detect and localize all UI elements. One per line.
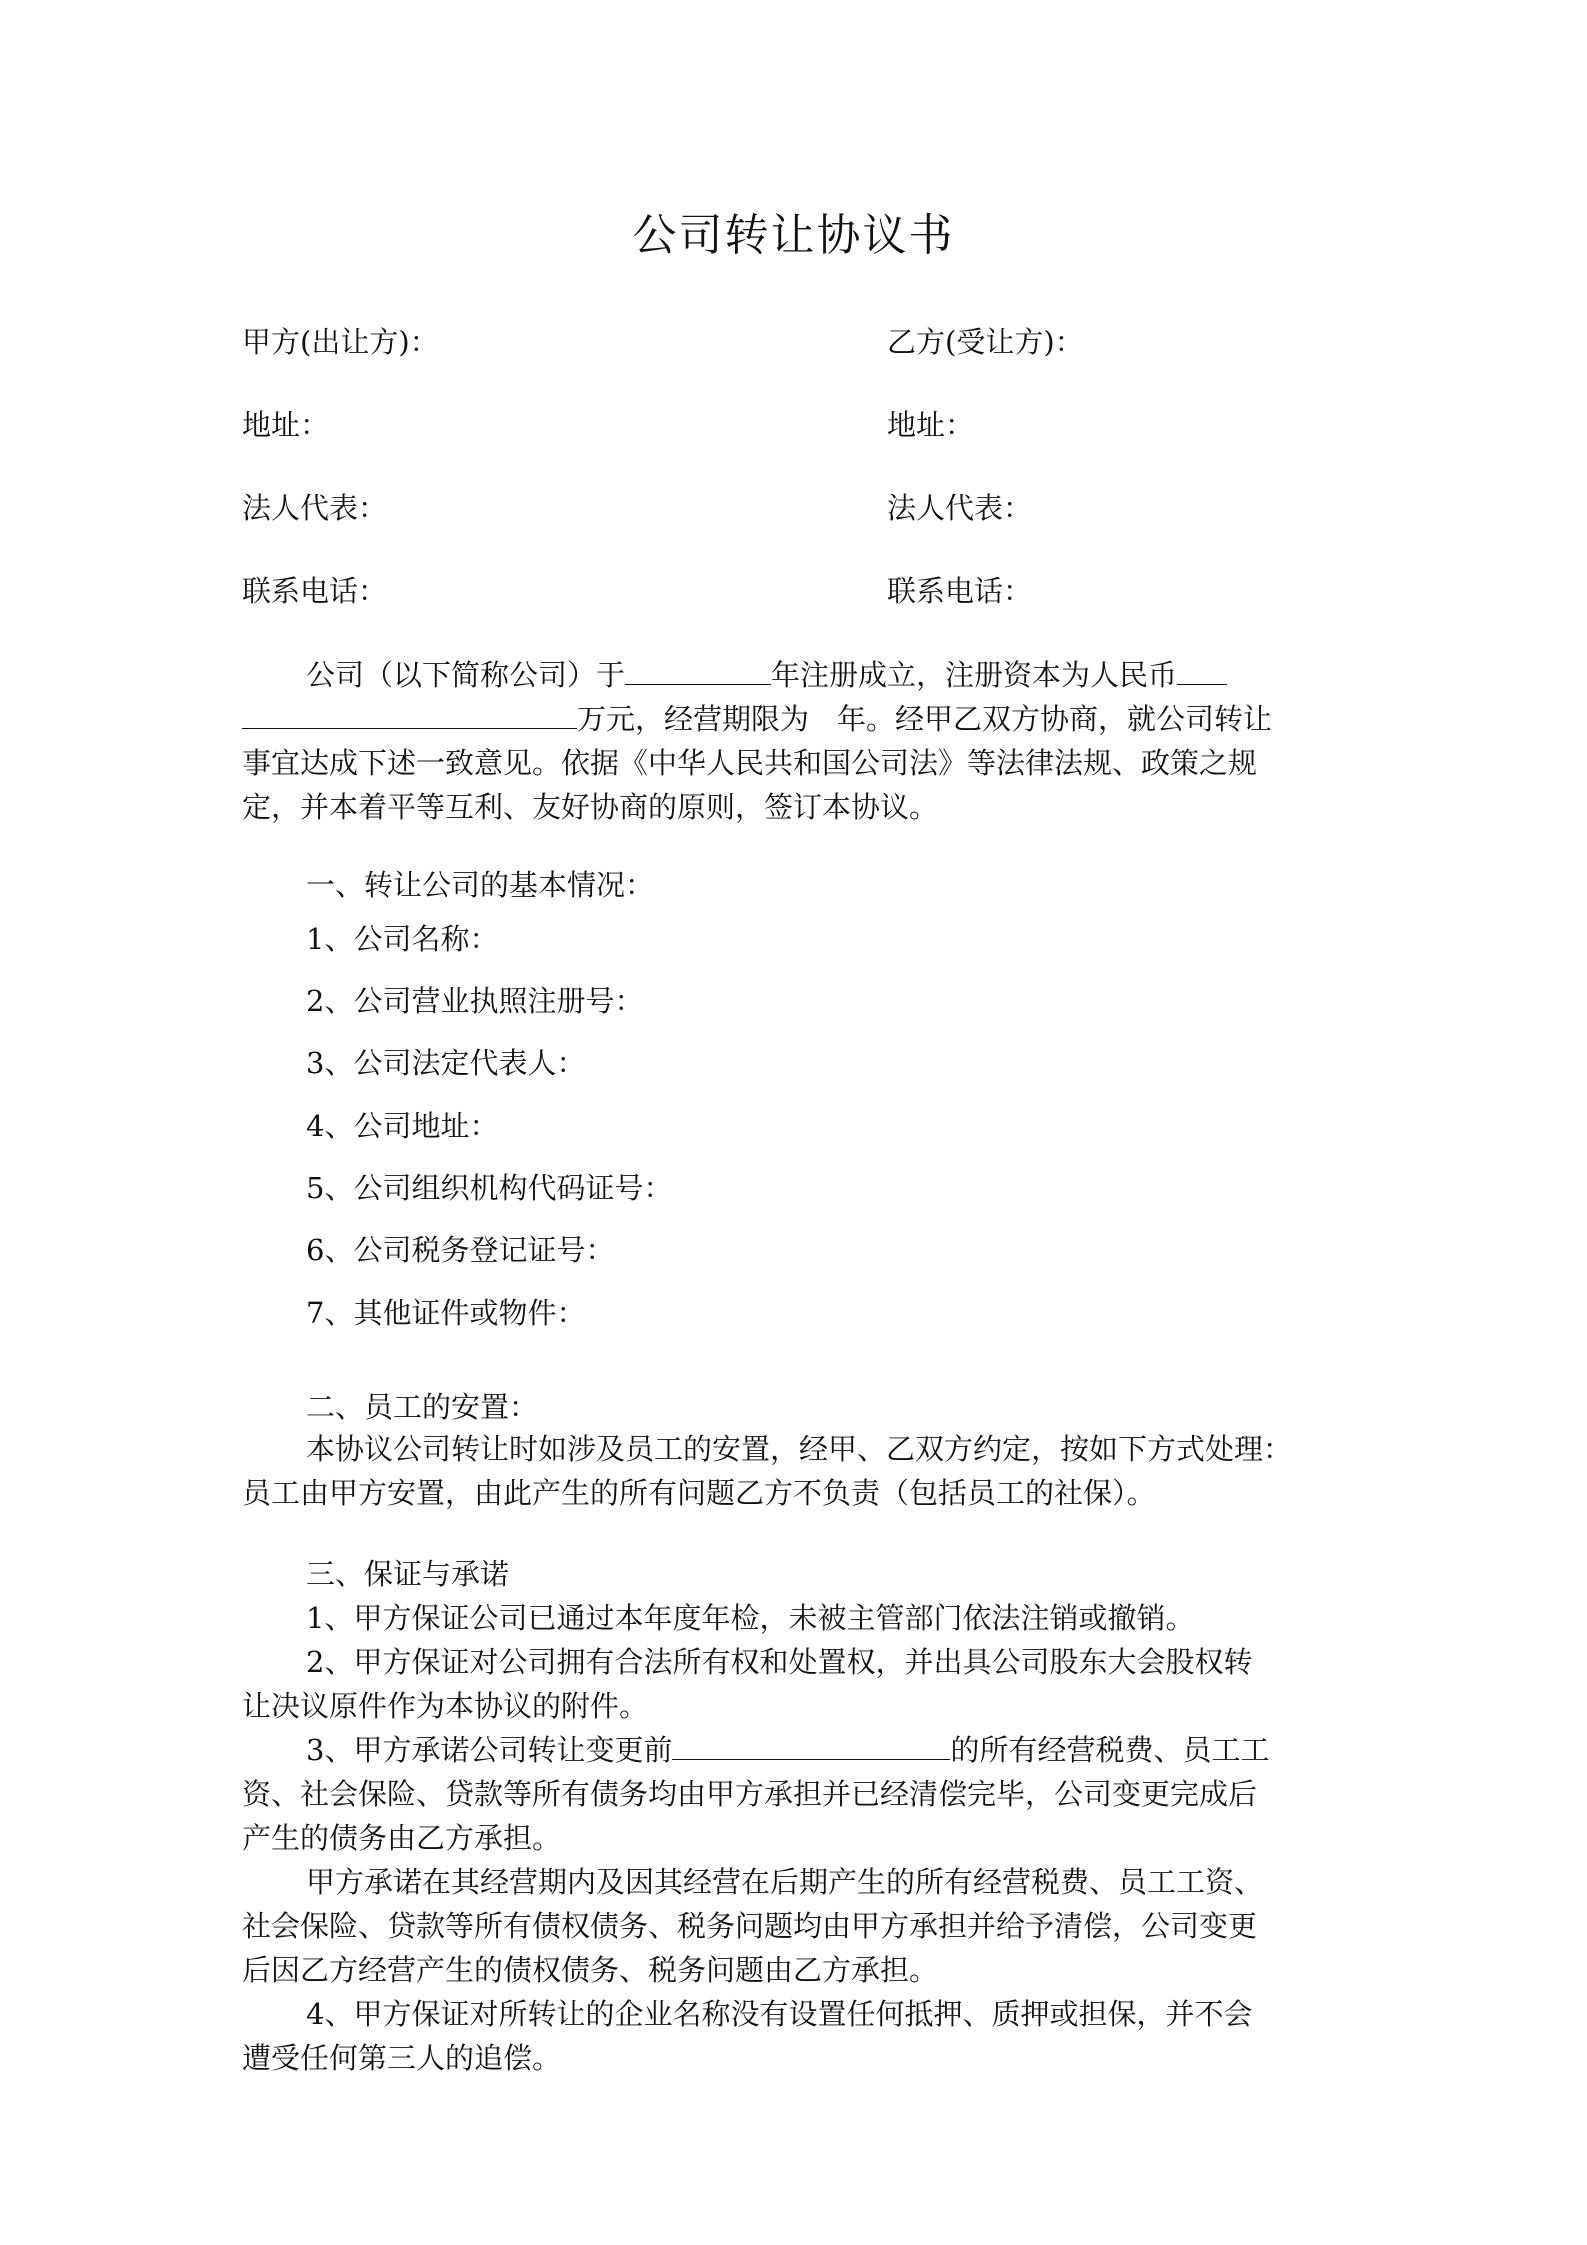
intro-line-4: 定，并本着平等互利、友好协商的原则，签订本协议。 bbox=[242, 790, 939, 824]
section-3-clause-3-line-1 bbox=[306, 1728, 1269, 1772]
party-a-legal-rep: 法人代表： bbox=[242, 491, 388, 525]
section-1-item: 3、公司法定代表人： bbox=[306, 1046, 586, 1080]
party-b-role: 乙方(受让方)： bbox=[887, 325, 1084, 359]
capital-blank-end bbox=[242, 698, 577, 729]
section-1-item: 2、公司营业执照注册号： bbox=[306, 984, 644, 1018]
section-1-item: 7、其他证件或物件： bbox=[306, 1296, 586, 1330]
section-3-clause-2-line-2: 让决议原件作为本协议的附件。 bbox=[242, 1689, 649, 1723]
section-3-promise-line-1: 甲方承诺在其经营期内及因其经营在后期产生的所有经营税费、员工工资、 bbox=[306, 1865, 1264, 1899]
intro-text: 公司（以下简称公司）于 bbox=[306, 658, 626, 692]
intro-text: 年注册成立，注册资本为人民币 bbox=[771, 658, 1178, 692]
section-3-clause-4-line-1: 4、甲方保证对所转让的企业名称没有设置任何抵押、质押或担保，并不会 bbox=[306, 1997, 1253, 2031]
clause-text: 3、甲方承诺公司转让变更前 bbox=[306, 1733, 673, 1767]
section-3-clause-4-line-2: 遭受任何第三人的追偿。 bbox=[242, 2041, 562, 2075]
party-a-role: 甲方(出让方)： bbox=[242, 325, 439, 359]
section-1-item: 4、公司地址： bbox=[306, 1109, 499, 1143]
section-3-clause-2-line-1: 2、甲方保证对公司拥有合法所有权和处置权，并出具公司股东大会股权转 bbox=[306, 1645, 1253, 1679]
section-2-heading: 二、员工的安置： bbox=[306, 1390, 539, 1424]
section-3-clause-3-line-3: 产生的债务由乙方承担。 bbox=[242, 1821, 562, 1855]
section-3-clause-3-line-2: 资、社会保险、贷款等所有债务均由甲方承担并已经清偿完毕，公司变更完成后 bbox=[242, 1777, 1258, 1811]
section-3-promise-line-3: 后因乙方经营产生的债权债务、税务问题由乙方承担。 bbox=[242, 1953, 939, 1987]
registration-year-blank bbox=[625, 654, 771, 685]
section-3-clause-1: 1、甲方保证公司已通过本年度年检，未被主管部门依法注销或撤销。 bbox=[306, 1601, 1195, 1635]
section-2-line-2: 员工由甲方安置，由此产生的所有问题乙方不负责（包括员工的社保）。 bbox=[242, 1476, 1156, 1510]
party-b-phone: 联系电话： bbox=[887, 574, 1033, 608]
clause-text: 的所有经营税费、员工工 bbox=[950, 1733, 1270, 1767]
party-a-phone: 联系电话： bbox=[242, 574, 388, 608]
section-3-promise-line-2: 社会保险、贷款等所有债权债务、税务问题均由甲方承担并给予清偿，公司变更 bbox=[242, 1909, 1258, 1943]
intro-line-3: 事宜达成下述一致意见。依据《中华人民共和国公司法》等法律法规、政策之规 bbox=[242, 746, 1258, 780]
party-b-legal-rep: 法人代表： bbox=[887, 491, 1033, 525]
section-1-item: 6、公司税务登记证号： bbox=[306, 1233, 615, 1267]
intro-text: 万元，经营期限为 bbox=[577, 702, 810, 736]
party-a-address: 地址： bbox=[242, 408, 330, 442]
transfer-date-blank bbox=[672, 1729, 950, 1760]
section-1-item: 5、公司组织机构代码证号： bbox=[306, 1171, 673, 1205]
section-1-item: 1、公司名称： bbox=[306, 922, 499, 956]
section-2-line-1: 本协议公司转让时如涉及员工的安置，经甲、乙双方约定，按如下方式处理： bbox=[306, 1432, 1293, 1466]
intro-line-1 bbox=[306, 653, 1227, 697]
intro-text: 年。经甲乙双方协商，就公司转让 bbox=[837, 702, 1273, 736]
intro-line-2 bbox=[242, 697, 1272, 741]
section-1-heading: 一、转让公司的基本情况： bbox=[306, 868, 655, 902]
section-3-heading: 三、保证与承诺 bbox=[306, 1557, 510, 1591]
party-b-address: 地址： bbox=[887, 408, 975, 442]
document-title: 公司转让协议书 bbox=[632, 210, 955, 261]
capital-blank-start bbox=[1177, 654, 1227, 685]
